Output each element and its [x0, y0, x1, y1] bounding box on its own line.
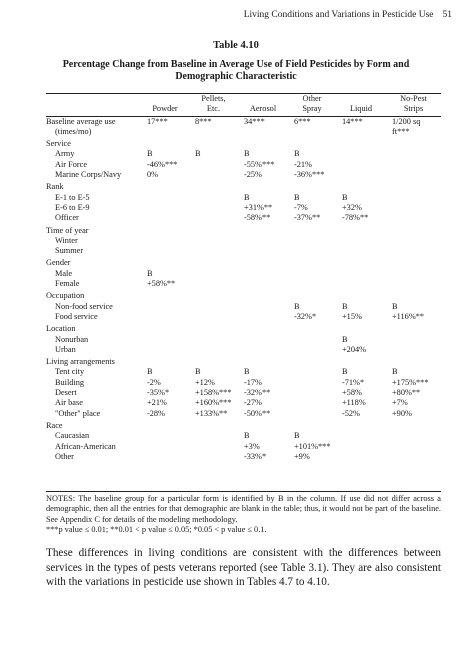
group-label: Living arrangements: [46, 357, 115, 367]
table-cell: [386, 291, 441, 301]
group-label: Gender: [46, 258, 71, 268]
column-header-line1: [336, 94, 386, 104]
table-cell: [238, 421, 288, 431]
row-label: "Other" place: [55, 408, 101, 418]
table-cell: [141, 312, 189, 324]
table-cell: B: [244, 431, 250, 441]
table-cell: [141, 357, 189, 367]
row-label: E-1 to E-5: [55, 192, 90, 202]
row-label: Urban: [55, 344, 76, 354]
table-cell: [336, 236, 386, 246]
table-row: [46, 258, 441, 268]
running-header: [244, 10, 452, 20]
table-cell: B: [195, 149, 201, 159]
table-cell: -21%: [294, 159, 312, 169]
table-cell: 0%: [147, 170, 159, 180]
table-cell: [141, 213, 189, 225]
table-cell: [189, 213, 238, 225]
table-cell: [141, 335, 189, 345]
table-cell: [141, 452, 189, 462]
table-cell: B: [195, 367, 201, 377]
table-cell: [336, 170, 386, 182]
row-label: Army: [55, 149, 75, 159]
table-cell: -32%*: [294, 311, 317, 321]
group-label: Service: [46, 139, 71, 149]
column-header-line2: Etc.: [189, 104, 238, 116]
table-cell: -71%*: [342, 377, 365, 387]
table-row: [46, 302, 441, 312]
table-cell: B: [294, 192, 300, 202]
table-row: [46, 279, 441, 291]
table-cell: [141, 203, 189, 213]
table-cell: -2%: [147, 377, 161, 387]
table-cell: [336, 431, 386, 441]
table-cell: [189, 226, 238, 236]
table-cell: +90%: [392, 408, 412, 418]
table-cell: +58%: [342, 388, 362, 398]
table-cell: [141, 226, 189, 236]
table-cell: [336, 357, 386, 367]
table-cell: [189, 421, 238, 431]
table-cell: -37%**: [294, 213, 321, 223]
table-row: [46, 170, 441, 182]
table-cell: [336, 279, 386, 291]
table-cell: [386, 246, 441, 258]
row-label: Desert: [55, 388, 77, 398]
table-cell: ft***: [392, 126, 410, 136]
table-cell: [238, 302, 288, 312]
table-cell: [336, 442, 386, 452]
table-cell: [386, 182, 441, 192]
table-cell: +133%**: [195, 408, 228, 418]
table-cell: [336, 269, 386, 279]
data-table-container: [46, 93, 441, 462]
table-cell: [386, 226, 441, 236]
table-cell: [238, 345, 288, 357]
table-cell: [386, 193, 441, 203]
table-cell: [141, 182, 189, 192]
table-cell: -55%***: [244, 159, 275, 169]
row-label: Male: [55, 268, 73, 278]
table-cell: [336, 421, 386, 431]
table-cell: [336, 246, 386, 258]
table-cell: [238, 357, 288, 367]
group-label: Rank: [46, 182, 64, 192]
table-cell: B: [342, 301, 348, 311]
table-cell: [386, 213, 441, 225]
table-cell: [336, 291, 386, 301]
table-cell: [288, 398, 336, 408]
table-cell: [336, 127, 386, 139]
table-cell: [386, 170, 441, 182]
row-label: African-American: [55, 441, 116, 451]
body-paragraph: These differences in living conditions are consistent with the differences between services in the types of pests veterans reported (see Table 3.1). They are also consistent with the variations in pesticide use shown in Tables 4.7 to 4.10.: [46, 547, 441, 588]
table-cell: [288, 279, 336, 291]
table-cell: +7%: [392, 398, 408, 408]
table-cell: [288, 127, 336, 139]
row-label: Air Force: [55, 159, 88, 169]
table-cell: [189, 335, 238, 345]
row-label: Tent city: [55, 367, 85, 377]
table-row: [46, 409, 441, 421]
table-cell: B: [294, 149, 300, 159]
row-label: Female: [55, 279, 80, 289]
table-cell: [189, 279, 238, 291]
group-label: Location: [46, 324, 76, 334]
table-cell: +32%: [342, 202, 362, 212]
table-cell: [336, 182, 386, 192]
table-cell: [386, 357, 441, 367]
table-cell: [238, 258, 288, 268]
table-cell: [288, 345, 336, 357]
table-cell: [386, 345, 441, 357]
table-cell: -27%: [244, 398, 262, 408]
row-label: Food service: [55, 311, 98, 321]
table-cell: -33%*: [244, 451, 267, 461]
table-cell: -28%: [147, 408, 165, 418]
table-cell: [288, 269, 336, 279]
table-cell: [288, 409, 336, 421]
table-cell: B: [342, 367, 348, 377]
table-cell: [238, 226, 288, 236]
column-header-line2: Strips: [386, 104, 441, 116]
table-cell: -7%: [294, 202, 308, 212]
table-cell: [386, 139, 441, 149]
table-row: [46, 236, 441, 246]
table-cell: 17***: [147, 116, 168, 126]
column-header-line1: Other: [302, 94, 322, 103]
table-row: [46, 388, 441, 398]
table-cell: +160%***: [195, 398, 232, 408]
table-cell: +101%***: [294, 441, 331, 451]
row-label: (times/mo): [55, 126, 92, 136]
table-cell: +116%**: [392, 311, 425, 321]
table-cell: [141, 302, 189, 312]
table-cell: 6***: [294, 116, 311, 126]
table-row: [46, 203, 441, 213]
table-cell: B: [244, 367, 250, 377]
table-row: [46, 226, 441, 236]
table-cell: -32%**: [244, 388, 271, 398]
table-cell: [189, 193, 238, 203]
column-header-line1: [238, 94, 288, 104]
table-cell: [141, 442, 189, 452]
table-cell: [288, 226, 336, 236]
table-cell: -36%***: [294, 170, 325, 180]
table-cell: +58%**: [147, 279, 176, 289]
table-cell: [189, 236, 238, 246]
table-row: [46, 116, 441, 127]
table-row: [46, 357, 441, 367]
table-row: [46, 246, 441, 258]
table-cell: [238, 335, 288, 345]
table-cell: [386, 258, 441, 268]
table-cell: [386, 236, 441, 246]
table-cell: [288, 378, 336, 388]
table-row: [46, 367, 441, 377]
table-cell: [288, 139, 336, 149]
table-cell: -58%**: [244, 213, 271, 223]
table-cell: -50%**: [244, 408, 271, 418]
row-label: Non-food service: [55, 301, 113, 311]
table-cell: +3%: [244, 441, 260, 451]
table-cell: B: [244, 149, 250, 159]
table-cell: [189, 324, 238, 334]
table-cell: [336, 139, 386, 149]
table-cell: [288, 246, 336, 258]
table-cell: [238, 127, 288, 139]
table-cell: [189, 139, 238, 149]
row-label: Caucasian: [55, 431, 90, 441]
table-cell: [141, 431, 189, 441]
table-row: [46, 213, 441, 225]
running-title: Living Conditions and Variations in Pesticide Use: [243, 10, 434, 20]
table-cell: 1/200 sq: [392, 116, 421, 126]
row-label: E-6 to E-9: [55, 202, 90, 212]
table-row: [46, 139, 441, 149]
table-cell: [336, 226, 386, 236]
table-cell: 14***: [342, 116, 363, 126]
table-cell: B: [342, 334, 348, 344]
table-cell: [189, 452, 238, 462]
table-cell: [386, 421, 441, 431]
table-cell: B: [294, 431, 300, 441]
table-cell: [288, 182, 336, 192]
table-cell: [238, 324, 288, 334]
table-cell: +175%***: [392, 377, 429, 387]
notes-text: NOTES: The baseline group for a particular form is identified by B in the column. If use did not differ across a demographic, then all the entries for that demographic are blank in the table; thus, it would not be part of the baseline. See Appendix C for details of the modeling methodology.: [46, 494, 441, 524]
table-row: [46, 378, 441, 388]
table-cell: [189, 258, 238, 268]
table-cell: [189, 160, 238, 170]
table-cell: [336, 324, 386, 334]
table-cell: B: [294, 301, 300, 311]
table-cell: [141, 193, 189, 203]
table-cell: [238, 269, 288, 279]
table-row: [46, 269, 441, 279]
table-cell: [189, 345, 238, 357]
table-cell: -35%*: [147, 388, 170, 398]
table-cell: [189, 170, 238, 182]
table-cell: [189, 269, 238, 279]
table-cell: +31%**: [244, 202, 273, 212]
row-label: Winter: [55, 235, 78, 245]
table-cell: -46%***: [147, 159, 178, 169]
table-cell: [238, 236, 288, 246]
table-cell: [386, 335, 441, 345]
table-row: [46, 291, 441, 301]
table-row: [46, 149, 441, 159]
table-cell: B: [147, 367, 153, 377]
table-cell: [141, 139, 189, 149]
column-header-line2: Liquid: [336, 104, 386, 116]
column-header-line2: Aerosol: [238, 104, 288, 116]
table-cell: [288, 236, 336, 246]
table-row: [46, 324, 441, 334]
table-cell: [141, 246, 189, 258]
table-cell: B: [244, 192, 250, 202]
table-cell: +21%: [147, 398, 167, 408]
table-cell: +158%***: [195, 388, 232, 398]
table-cell: B: [147, 268, 153, 278]
column-header-line1: Pellets,: [201, 94, 226, 103]
table-row: [46, 193, 441, 203]
table-cell: [141, 324, 189, 334]
table-cell: [336, 160, 386, 170]
row-label: Other: [55, 451, 74, 461]
significance-legend: ***p value ≤ 0.01; **0.01 < p value ≤ 0.05; *0.05 < p value ≤ 0.1.: [46, 524, 267, 534]
table-cell: [189, 182, 238, 192]
table-row: [46, 421, 441, 431]
row-label: Air base: [55, 398, 83, 408]
table-cell: [189, 357, 238, 367]
table-cell: [238, 291, 288, 301]
table-cell: +15%: [342, 311, 362, 321]
table-cell: [288, 421, 336, 431]
table-row: [46, 312, 441, 324]
table-cell: [141, 421, 189, 431]
table-cell: [336, 149, 386, 159]
group-label: Baseline average use: [46, 116, 116, 126]
table-cell: [141, 258, 189, 268]
row-label: Summer: [55, 246, 84, 256]
table-cell: 8***: [195, 116, 212, 126]
table-cell: [288, 388, 336, 398]
row-label: Officer: [55, 213, 79, 223]
table-cell: B: [147, 149, 153, 159]
data-table: [46, 93, 441, 462]
table-cell: [141, 345, 189, 357]
column-header-line1: No-Pest: [400, 94, 427, 103]
table-cell: [288, 324, 336, 334]
table-row: [46, 182, 441, 192]
column-header-line2: Powder: [141, 104, 189, 116]
table-cell: [386, 149, 441, 159]
table-number: Table 4.10: [213, 40, 259, 51]
table-cell: -25%: [244, 170, 262, 180]
row-label: Nonurban: [55, 334, 89, 344]
table-cell: [386, 160, 441, 170]
table-cell: [288, 357, 336, 367]
table-row: [46, 335, 441, 345]
table-cell: [238, 139, 288, 149]
table-cell: [386, 452, 441, 462]
column-header-line1: [46, 94, 141, 104]
table-cell: [189, 291, 238, 301]
table-cell: [386, 279, 441, 291]
row-label: Marine Corps/Navy: [55, 170, 122, 180]
table-cell: [336, 258, 386, 268]
group-label: Race: [46, 420, 63, 430]
group-label: Occupation: [46, 291, 85, 301]
table-cell: +204%: [342, 344, 367, 354]
table-cell: [141, 291, 189, 301]
table-cell: +12%: [195, 377, 215, 387]
table-cell: [288, 258, 336, 268]
group-label: Time of year: [46, 225, 89, 235]
table-cell: [386, 442, 441, 452]
table-notes: [46, 491, 441, 535]
table-cell: B: [342, 192, 348, 202]
table-cell: [189, 246, 238, 258]
table-cell: [386, 324, 441, 334]
table-row: [46, 431, 441, 441]
table-cell: [288, 291, 336, 301]
row-label: Building: [55, 377, 85, 387]
table-cell: [336, 452, 386, 462]
table-cell: -78%**: [342, 213, 369, 223]
table-row: [46, 345, 441, 357]
table-cell: -52%: [342, 408, 360, 418]
table-cell: [189, 127, 238, 139]
table-cell: +118%: [342, 398, 366, 408]
table-cell: [288, 335, 336, 345]
table-cell: [141, 127, 189, 139]
table-cell: [238, 246, 288, 258]
column-header-line2: [46, 104, 141, 116]
table-row: [46, 127, 441, 139]
table-cell: [386, 269, 441, 279]
column-header-line2: Spray: [288, 104, 336, 116]
table-cell: B: [392, 367, 398, 377]
table-cell: [189, 302, 238, 312]
column-header-line1: [141, 94, 189, 104]
table-row: [46, 398, 441, 408]
table-cell: +80%**: [392, 388, 421, 398]
table-cell: [386, 431, 441, 441]
table-row: [46, 452, 441, 462]
page-number: 51: [442, 10, 452, 20]
table-title: Percentage Change from Baseline in Average Use of Field Pesticides by Form and Demographic Characteristic: [62, 59, 410, 82]
table-cell: [141, 236, 189, 246]
table-cell: 34***: [244, 116, 265, 126]
table-cell: [238, 182, 288, 192]
table-cell: -17%: [244, 377, 262, 387]
table-cell: [386, 203, 441, 213]
table-row: [46, 160, 441, 170]
table-cell: [288, 367, 336, 377]
table-cell: B: [392, 301, 398, 311]
table-cell: [189, 442, 238, 452]
table-cell: +9%: [294, 451, 310, 461]
table-cell: [189, 312, 238, 324]
table-cell: [238, 312, 288, 324]
table-row: [46, 442, 441, 452]
table-cell: [189, 203, 238, 213]
table-cell: [238, 279, 288, 291]
table-cell: [189, 431, 238, 441]
